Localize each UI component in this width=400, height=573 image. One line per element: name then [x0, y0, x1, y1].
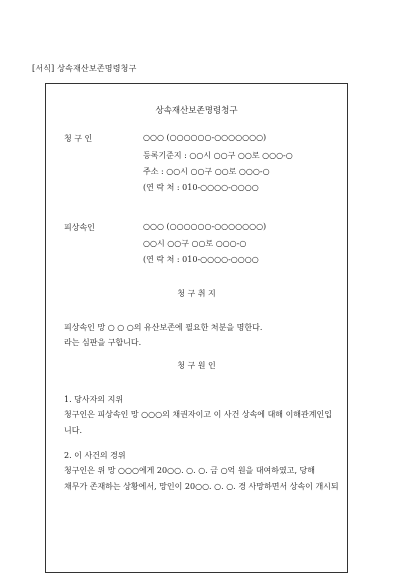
document-title: 상속재산보존명령청구 [155, 106, 238, 116]
respondent-address-line: ○○시 ○○구 ○○로 ○○○-○ [143, 239, 247, 248]
cause-section-line: 청구인은 피상속인 망 ○○○의 채권자이고 이 사건 상속에 대해 이해관계인입 [64, 410, 332, 419]
purpose-line: 라는 심판을 구합니다. [64, 338, 142, 347]
cause-section-title: 2. 이 사건의 경위 [64, 451, 126, 460]
purpose-heading: 청 구 취 지 [177, 289, 216, 298]
cause-section-line: 청구인은 위 망 ○○○에게 20○○. ○. ○. 금 ○억 원을 대여하였고, 당해 [64, 466, 315, 475]
claimant-label: 청 구 인 [64, 134, 93, 143]
cause-section-line: 채무가 존재하는 상황에서, 망인이 20○○. ○. ○. 경 사망하면서 상속이 개시되 [64, 482, 339, 491]
purpose-line: 피상속인 망 ○ ○ ○의 유산보존에 필요한 처분을 명한다. [64, 323, 263, 332]
form-label: [서식] 상속재산보존명령청구 [32, 64, 137, 73]
cause-heading: 청 구 원 인 [177, 361, 216, 370]
claimant-registry-line: 등록기준지 : ○○시 ○○구 ○○로 ○○○-○ [143, 151, 293, 160]
document-page [45, 83, 348, 573]
claimant-contact-line: (연 락 처 : 010-○○○○-○○○○ [143, 183, 259, 192]
cause-section-title: 1. 당사자의 지위 [64, 395, 124, 404]
respondent-contact-line: (연 락 처 : 010-○○○○-○○○○ [143, 255, 259, 264]
respondent-label: 피상속인 [64, 223, 95, 232]
claimant-name-line: ○○○ (○○○○○○-○○○○○○○) [143, 133, 267, 142]
cause-section-line: 니다. [64, 426, 82, 435]
claimant-address-line: 주소 : ○○시 ○○구 ○○로 ○○○-○ [143, 167, 270, 176]
respondent-name-line: ○○○ (○○○○○○-○○○○○○○) [143, 222, 267, 231]
